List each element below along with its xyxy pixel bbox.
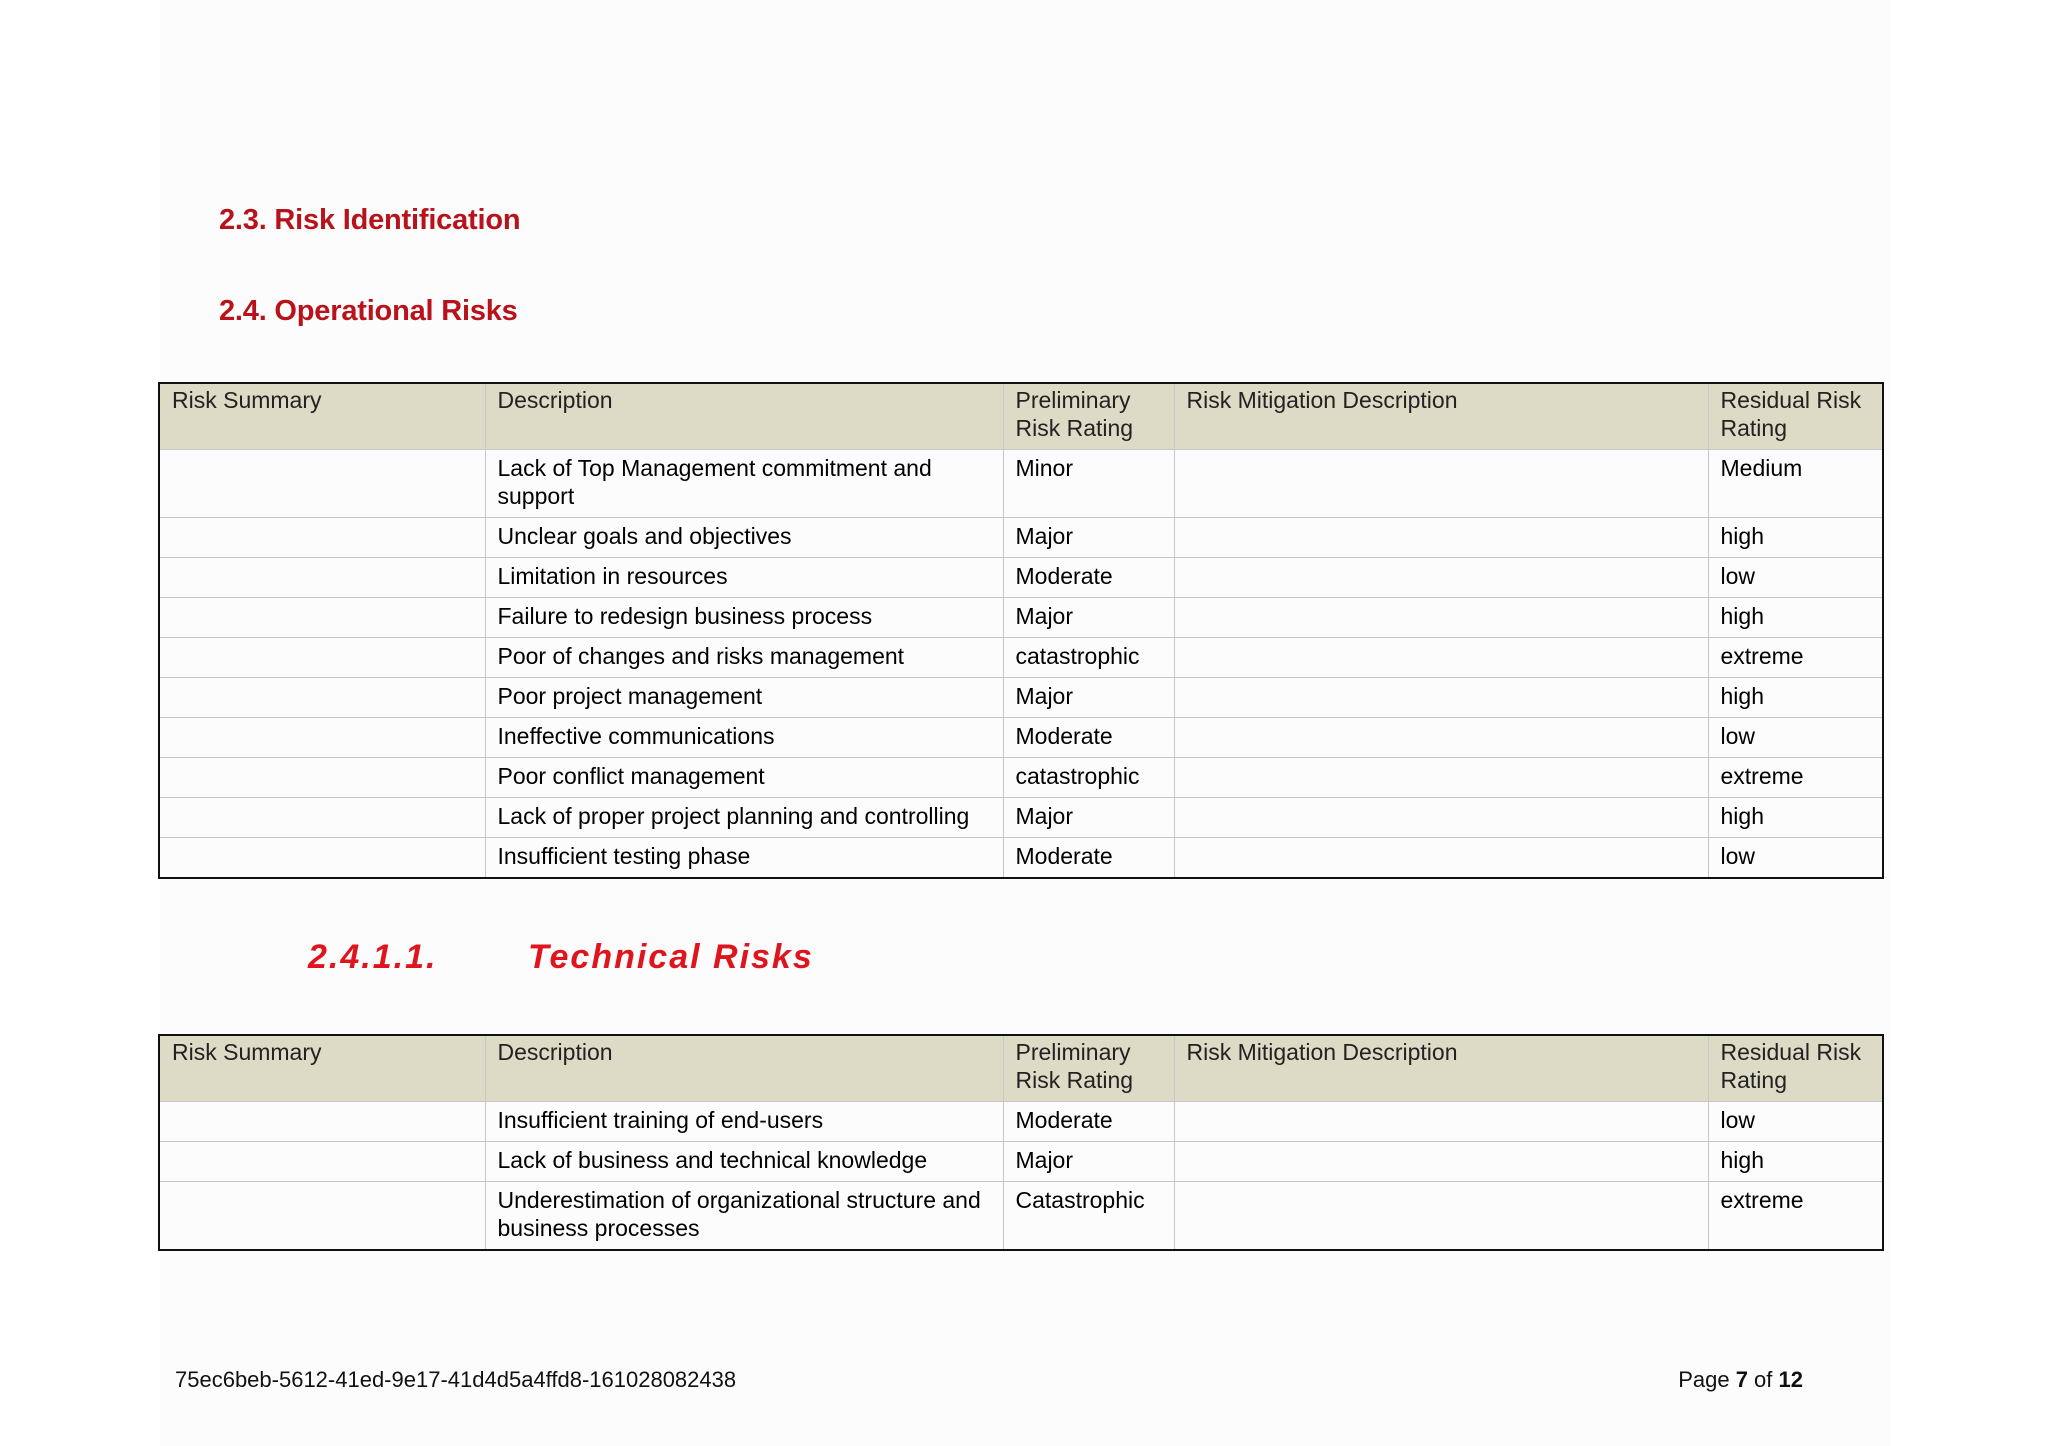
cell-residual-rating: extreme	[1708, 638, 1883, 678]
cell-preliminary-rating: Major	[1003, 798, 1174, 838]
section-heading-operational-risks: 2.4. Operational Risks	[219, 295, 518, 327]
cell-description: Poor of changes and risks management	[485, 638, 1003, 678]
cell-risk-summary	[159, 838, 485, 879]
cell-risk-summary	[159, 1142, 485, 1182]
cell-description: Poor conflict management	[485, 758, 1003, 798]
table-row	[159, 678, 1883, 718]
cell-residual-rating: high	[1708, 1142, 1883, 1182]
table-row	[159, 518, 1883, 558]
table-row	[159, 1102, 1883, 1142]
cell-description: Limitation in resources	[485, 558, 1003, 598]
cell-description: Ineffective communications	[485, 718, 1003, 758]
table-row	[159, 450, 1883, 518]
table-row	[159, 1142, 1883, 1182]
cell-risk-summary	[159, 1182, 485, 1251]
cell-preliminary-rating: Moderate	[1003, 558, 1174, 598]
cell-description: Insufficient training of end-users	[485, 1102, 1003, 1142]
cell-preliminary-rating: Moderate	[1003, 838, 1174, 879]
page-prefix: Page	[1678, 1367, 1736, 1392]
subsection-number-technical: 2.4.1.1.	[308, 938, 438, 976]
header-mitigation: Risk Mitigation Description	[1174, 383, 1708, 450]
cell-preliminary-rating: Major	[1003, 518, 1174, 558]
cell-mitigation	[1174, 758, 1708, 798]
table-header-row	[159, 383, 1883, 450]
subsection-title-technical-risks: Technical Risks	[528, 938, 814, 976]
page-of: of	[1747, 1367, 1779, 1392]
cell-description: Lack of business and technical knowledge	[485, 1142, 1003, 1182]
cell-mitigation	[1174, 798, 1708, 838]
cell-preliminary-rating: Moderate	[1003, 1102, 1174, 1142]
cell-residual-rating: extreme	[1708, 1182, 1883, 1251]
table-row	[159, 638, 1883, 678]
cell-description: Poor project management	[485, 678, 1003, 718]
table-row	[159, 838, 1883, 879]
cell-mitigation	[1174, 1102, 1708, 1142]
header-risk-summary: Risk Summary	[159, 1035, 485, 1102]
cell-mitigation	[1174, 1142, 1708, 1182]
cell-residual-rating: low	[1708, 838, 1883, 879]
cell-risk-summary	[159, 518, 485, 558]
cell-mitigation	[1174, 1182, 1708, 1251]
cell-risk-summary	[159, 558, 485, 598]
table-row	[159, 758, 1883, 798]
cell-preliminary-rating: Major	[1003, 1142, 1174, 1182]
cell-risk-summary	[159, 598, 485, 638]
footer-document-id: 75ec6beb-5612-41ed-9e17-41d4d5a4ffd8-161028082438	[175, 1367, 737, 1392]
cell-risk-summary	[159, 638, 485, 678]
cell-risk-summary	[159, 678, 485, 718]
page-current: 7	[1735, 1367, 1748, 1392]
technical-risks-table	[158, 1034, 1884, 1251]
header-preliminary-rating: Preliminary Risk Rating	[1003, 1035, 1174, 1102]
table-row	[159, 798, 1883, 838]
cell-risk-summary	[159, 718, 485, 758]
cell-residual-rating: low	[1708, 558, 1883, 598]
cell-mitigation	[1174, 518, 1708, 558]
header-preliminary-rating: Preliminary Risk Rating	[1003, 383, 1174, 450]
cell-risk-summary	[159, 450, 485, 518]
cell-residual-rating: high	[1708, 518, 1883, 558]
cell-description: Insufficient testing phase	[485, 838, 1003, 879]
cell-description: Unclear goals and objectives	[485, 518, 1003, 558]
operational-risks-body	[159, 450, 1883, 879]
operational-risks-table	[158, 382, 1884, 879]
cell-preliminary-rating: Catastrophic	[1003, 1182, 1174, 1251]
header-description: Description	[485, 1035, 1003, 1102]
cell-description: Lack of Top Management commitment and support	[485, 450, 1003, 518]
cell-preliminary-rating: Moderate	[1003, 718, 1174, 758]
cell-mitigation	[1174, 558, 1708, 598]
table-header-row	[159, 1035, 1883, 1102]
technical-risks-body	[159, 1102, 1883, 1251]
section-heading-risk-identification: 2.3. Risk Identification	[219, 204, 521, 236]
cell-description: Lack of proper project planning and controlling	[485, 798, 1003, 838]
cell-preliminary-rating: Major	[1003, 598, 1174, 638]
table-row	[159, 1182, 1883, 1251]
header-description: Description	[485, 383, 1003, 450]
cell-residual-rating: high	[1708, 678, 1883, 718]
cell-risk-summary	[159, 1102, 485, 1142]
cell-risk-summary	[159, 758, 485, 798]
header-mitigation: Risk Mitigation Description	[1174, 1035, 1708, 1102]
cell-mitigation	[1174, 838, 1708, 879]
cell-residual-rating: extreme	[1708, 758, 1883, 798]
cell-residual-rating: high	[1708, 798, 1883, 838]
cell-mitigation	[1174, 678, 1708, 718]
cell-preliminary-rating: Major	[1003, 678, 1174, 718]
cell-mitigation	[1174, 718, 1708, 758]
header-residual-rating: Residual Risk Rating	[1708, 1035, 1883, 1102]
cell-description: Underestimation of organizational structure and business processes	[485, 1182, 1003, 1251]
cell-mitigation	[1174, 450, 1708, 518]
cell-preliminary-rating: Minor	[1003, 450, 1174, 518]
table-row	[159, 598, 1883, 638]
table-row	[159, 718, 1883, 758]
cell-preliminary-rating: catastrophic	[1003, 638, 1174, 678]
cell-residual-rating: low	[1708, 718, 1883, 758]
header-residual-rating: Residual Risk Rating	[1708, 383, 1883, 450]
page-total: 12	[1778, 1367, 1803, 1392]
cell-mitigation	[1174, 638, 1708, 678]
cell-mitigation	[1174, 598, 1708, 638]
cell-residual-rating: high	[1708, 598, 1883, 638]
cell-preliminary-rating: catastrophic	[1003, 758, 1174, 798]
cell-description: Failure to redesign business process	[485, 598, 1003, 638]
footer-page-number	[1678, 1367, 1803, 1393]
cell-residual-rating: Medium	[1708, 450, 1883, 518]
table-row	[159, 558, 1883, 598]
header-risk-summary: Risk Summary	[159, 383, 485, 450]
cell-residual-rating: low	[1708, 1102, 1883, 1142]
cell-risk-summary	[159, 798, 485, 838]
